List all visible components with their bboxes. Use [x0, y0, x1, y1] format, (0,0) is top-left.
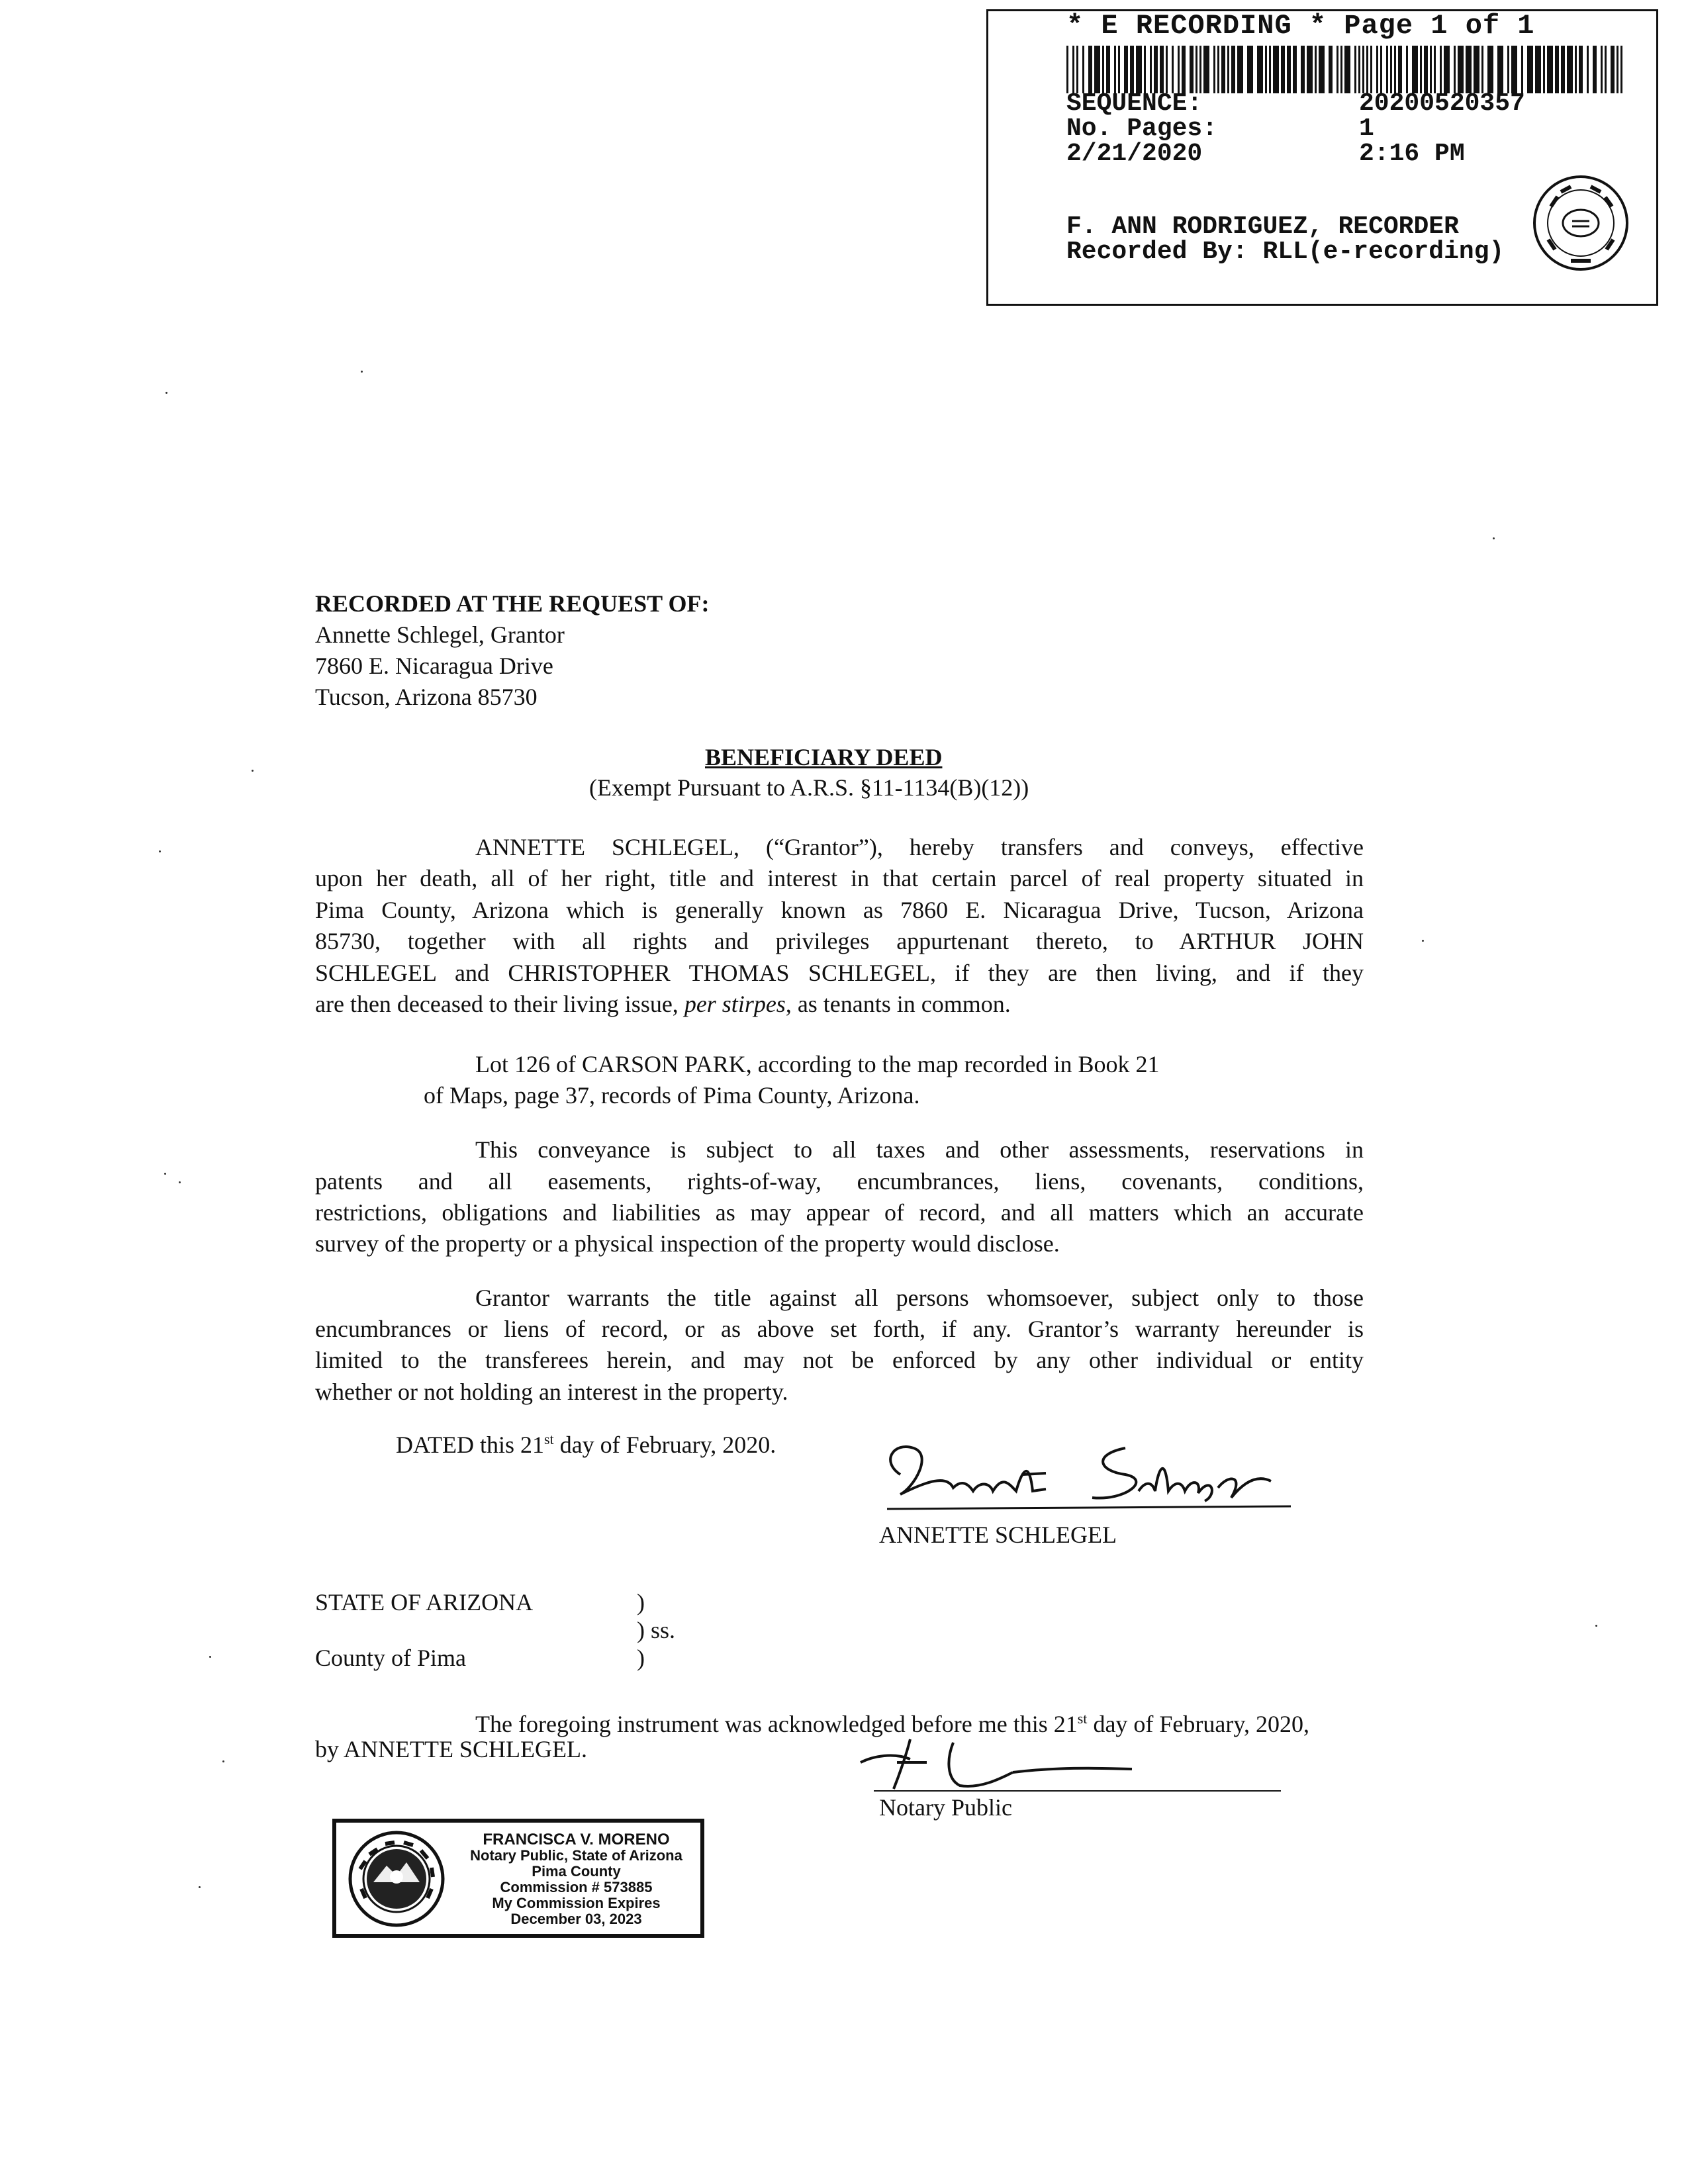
barcode-bar — [1329, 46, 1333, 93]
barcode-bar — [1066, 46, 1068, 93]
barcode-bar — [1579, 46, 1583, 93]
barcode-bar — [1130, 46, 1134, 93]
county-recorder-seal-icon — [1531, 173, 1630, 273]
recording-date: 2/21/2020 — [1066, 140, 1203, 168]
barcode-bar — [1076, 46, 1078, 93]
barcode-bar — [1293, 46, 1297, 93]
barcode-bar — [1154, 46, 1158, 93]
barcode-bar — [1150, 46, 1152, 93]
barcode-bar — [1362, 46, 1364, 93]
scan-speck — [1422, 940, 1424, 942]
barcode-bar — [1430, 46, 1432, 93]
barcode-bar — [1336, 46, 1338, 93]
barcode-bar — [1257, 46, 1263, 93]
barcode-bar — [1567, 46, 1573, 93]
barcode-bar — [1487, 46, 1493, 93]
scan-speck — [165, 392, 167, 394]
barcode-bar — [1601, 46, 1603, 93]
barcode-bar — [1458, 46, 1464, 93]
barcode-bar — [1088, 46, 1092, 93]
deed-subtitle: (Exempt Pursuant to A.R.S. §11-1134(B)(12)) — [589, 774, 1029, 801]
barcode-bar — [1376, 46, 1378, 93]
pages-value: 1 — [1359, 114, 1374, 143]
para1-line-6 — [315, 989, 1011, 1020]
ack-line-1-a: The foregoing instrument was acknowledged before me this 21 — [475, 1711, 1078, 1737]
county-label: County of Pima — [315, 1645, 467, 1671]
barcode-bar — [1114, 46, 1116, 93]
barcode-bar — [1398, 46, 1402, 93]
barcode-bar — [1182, 46, 1186, 93]
scan-speck — [179, 1181, 181, 1183]
barcode-bar — [1166, 46, 1168, 93]
barcode-bar — [1172, 46, 1174, 93]
barcode-bar — [1481, 46, 1483, 93]
barcode-bar — [1620, 46, 1622, 93]
barcode-bar — [1521, 46, 1523, 93]
barcode-bar — [1307, 46, 1313, 93]
para2-line-3: restrictions, obligations and liabilities as may appear of record, and all matters which an accurate — [315, 1199, 1364, 1226]
dated-line — [396, 1424, 776, 1461]
para1-line-4: 85730, together with all rights and privileges appurtenant thereto, to ARTHUR JOHN — [315, 928, 1364, 954]
para3-line-2: encumbrances or liens of record, or as above set forth, if any. Grantor’s warranty hereunder is — [315, 1316, 1364, 1342]
barcode-bar — [1535, 46, 1541, 93]
ss-label: ) ss. — [637, 1617, 676, 1643]
barcode-bar — [1358, 46, 1360, 93]
dated-sup: st — [544, 1431, 554, 1447]
barcode-bar — [1454, 46, 1456, 93]
notary-stamp-expires-date: December 03, 2023 — [510, 1911, 642, 1927]
barcode-bar — [1575, 46, 1577, 93]
barcode-bar — [1118, 46, 1120, 93]
barcode-bar — [1424, 46, 1428, 93]
ack-line-1-b: day of February, 2020, — [1087, 1711, 1310, 1737]
legal-line-2: of Maps, page 37, records of Pima County, Arizona. — [424, 1082, 920, 1109]
barcode-bar — [1144, 46, 1146, 93]
barcode-bar — [1444, 46, 1450, 93]
barcode-bar — [1370, 46, 1372, 93]
per-stirpes: per stirpes — [684, 991, 786, 1017]
barcode-bar — [1231, 46, 1235, 93]
deed-title: BENEFICIARY DEED — [705, 744, 943, 770]
barcode-bar — [1102, 46, 1104, 93]
request-street: 7860 E. Nicaragua Drive — [315, 653, 553, 679]
barcode-bar — [1287, 46, 1291, 93]
request-name: Annette Schlegel, Grantor — [315, 621, 565, 648]
scan-speck — [252, 770, 254, 772]
dated-a: DATED this 21 — [396, 1432, 544, 1458]
barcode-bar — [1587, 46, 1589, 93]
recorded-by: Recorded By: RLL(e-recording) — [1066, 238, 1505, 266]
barcode-bar — [1106, 46, 1110, 93]
ack-line-2: by ANNETTE SCHLEGEL. — [315, 1736, 587, 1762]
barcode-bar — [1593, 46, 1597, 93]
para1-line-2: upon her death, all of her right, title and interest in that certain parcel of real property situated in — [315, 865, 1364, 891]
barcode-bar — [1605, 46, 1607, 93]
barcode-bar — [1390, 46, 1392, 93]
barcode-bar — [1420, 46, 1422, 93]
notary-stamp-title: Notary Public, State of Arizona — [470, 1847, 682, 1864]
barcode-bar — [1617, 46, 1618, 93]
scan-speck — [199, 1886, 201, 1888]
barcode-bar — [1178, 46, 1180, 93]
barcode-bar — [1273, 46, 1279, 93]
pages-label: No. Pages: — [1066, 114, 1218, 143]
barcode-bar — [1160, 46, 1164, 93]
barcode-bar — [1281, 46, 1285, 93]
barcode-bar — [1221, 46, 1225, 93]
scan-speck — [222, 1760, 224, 1762]
request-heading: RECORDED AT THE REQUEST OF: — [315, 590, 710, 617]
scan-speck — [209, 1656, 211, 1658]
barcode-bar — [1555, 46, 1559, 93]
grantor-name: ANNETTE SCHLEGEL — [879, 1522, 1117, 1548]
notary-signature — [854, 1733, 1152, 1792]
barcode-bar — [1474, 46, 1479, 93]
notary-stamp-commission: Commission # 573885 — [500, 1879, 653, 1895]
recorder-stamp-box — [986, 9, 1658, 306]
paren-close: ) — [637, 1645, 645, 1671]
para2-line-2: patents and all easements, rights-of-way, encumbrances, liens, covenants, conditions, — [315, 1168, 1364, 1195]
barcode-bar — [1386, 46, 1388, 93]
scan-speck — [1595, 1625, 1597, 1627]
scan-speck — [159, 850, 161, 852]
legal-line-1: Lot 126 of CARSON PARK, according to the map recorded in Book 21 — [475, 1051, 1160, 1077]
barcode-bar — [1354, 46, 1356, 93]
barcode-bar — [1247, 46, 1253, 93]
scan-speck — [1493, 537, 1495, 539]
barcode-bar — [1269, 46, 1271, 93]
barcode-bar — [1511, 46, 1517, 93]
barcode-bar — [1497, 46, 1503, 93]
barcode-bar — [1136, 46, 1142, 93]
barcode — [1066, 46, 1622, 93]
notary-stamp-name: FRANCISCA V. MORENO — [483, 1831, 670, 1848]
barcode-bar — [1434, 46, 1436, 93]
request-city: Tucson, Arizona 85730 — [315, 684, 538, 710]
barcode-bar — [1237, 46, 1243, 93]
barcode-bar — [1072, 46, 1074, 93]
para3-line-4: whether or not holding an interest in the property. — [315, 1379, 788, 1405]
grantor-signature — [874, 1435, 1297, 1520]
dated-b: day of February, 2020. — [553, 1432, 776, 1458]
barcode-bar — [1301, 46, 1305, 93]
para3-line-1: Grantor warrants the title against all persons whomsoever, subject only to those — [475, 1285, 1364, 1311]
barcode-bar — [1199, 46, 1201, 93]
barcode-bar — [1124, 46, 1128, 93]
recording-time: 2:16 PM — [1359, 140, 1465, 168]
scan-speck — [361, 371, 363, 373]
barcode-bar — [1547, 46, 1553, 93]
barcode-bar — [1466, 46, 1472, 93]
notary-signature-line — [874, 1790, 1281, 1792]
para1-line-5: SCHLEGEL and CHRISTOPHER THOMAS SCHLEGEL, if they are then living, and if they — [315, 960, 1364, 986]
barcode-bar — [1527, 46, 1533, 93]
barcode-bar — [1196, 46, 1197, 93]
para1-line-6-b: , as tenants in common. — [785, 991, 1011, 1017]
barcode-bar — [1561, 46, 1565, 93]
barcode-bar — [1543, 46, 1545, 93]
para1-line-6-a: are then deceased to their living issue, — [315, 991, 684, 1017]
notary-public-label: Notary Public — [879, 1794, 1012, 1821]
barcode-bar — [1265, 46, 1267, 93]
barcode-bar — [1394, 46, 1396, 93]
barcode-bar — [1227, 46, 1229, 93]
barcode-bar — [1094, 46, 1100, 93]
barcode-bar — [1507, 46, 1509, 93]
para1-line-3: Pima County, Arizona which is generally known as 7860 E. Nicaragua Drive, Tucson, Arizona — [315, 897, 1364, 923]
barcode-bar — [1217, 46, 1219, 93]
barcode-bar — [1412, 46, 1418, 93]
barcode-bar — [1406, 46, 1408, 93]
para3-line-3: limited to the transferees herein, and may not be enforced by any other individual or entity — [315, 1347, 1364, 1373]
recording-header: * E RECORDING * Page 1 of 1 — [1066, 10, 1535, 42]
sequence-label: SEQUENCE: — [1066, 89, 1203, 118]
state-label: STATE OF ARIZONA — [315, 1589, 534, 1615]
barcode-bar — [1082, 46, 1084, 93]
para2-line-1: This conveyance is subject to all taxes and other assessments, reservations in — [475, 1136, 1364, 1163]
barcode-bar — [1213, 46, 1215, 93]
sequence-value: 20200520357 — [1359, 89, 1525, 118]
barcode-bar — [1380, 46, 1382, 93]
notary-stamp — [332, 1819, 704, 1938]
ack-line-1-sup: st — [1077, 1710, 1088, 1727]
para2-line-4: survey of the property or a physical inspection of the property would disclose. — [315, 1230, 1060, 1257]
barcode-bar — [1203, 46, 1209, 93]
barcode-bar — [1340, 46, 1342, 93]
para1-line-1: ANNETTE SCHLEGEL, (“Grantor”), hereby transfers and conveys, effective — [475, 834, 1364, 860]
notary-stamp-expires-label: My Commission Expires — [492, 1895, 661, 1911]
scan-speck — [164, 1173, 166, 1175]
barcode-bar — [1366, 46, 1368, 93]
barcode-bar — [1319, 46, 1325, 93]
barcode-bar — [1344, 46, 1350, 93]
barcode-bar — [1611, 46, 1615, 93]
recorder-name: F. ANN RODRIGUEZ, RECORDER — [1066, 212, 1459, 241]
arizona-state-seal-icon — [347, 1829, 446, 1929]
barcode-bar — [1190, 46, 1194, 93]
notary-stamp-county: Pima County — [532, 1863, 621, 1880]
paren-open: ) — [637, 1589, 645, 1615]
barcode-bar — [1315, 46, 1317, 93]
barcode-bar — [1440, 46, 1442, 93]
